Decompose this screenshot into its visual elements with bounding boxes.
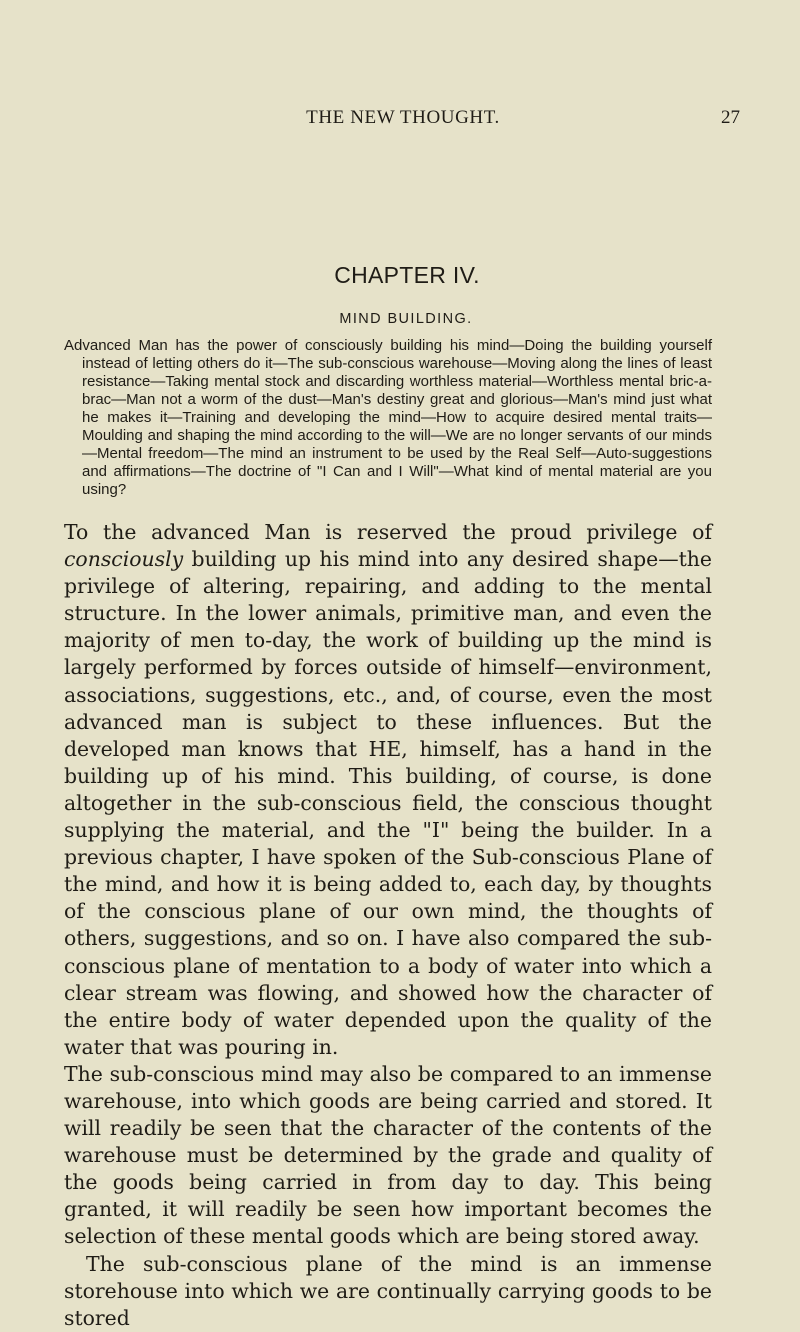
chapter-synopsis: Advanced Man has the power of consciously building his mind—Doing the building yourself instead of letting others do it—The sub-conscious warehouse—Moving along the lines of least resistance—Taking mental stock and discarding worthless material—Worthless mental bric-a-brac—Man not a worm of the dust—Man's destiny great and glorious—Man's mind just what he makes it—Training and developing the mind—How to acquire desired mental traits—Moulding and shaping the mind according to the will—We are no longer servants of our minds—Mental freedom—The mind an instrument to be used by the Real Self—Auto-suggestions and affirmations—The doctrine of "I Can and I Will"—What kind of mental material are you using? [64,337,712,498]
paragraph-1-emphasis: consciously [64,547,184,572]
paragraph-1-after: building up his mind into any desired shape—the privilege of altering, repairing, and adding to the mental structure. In the lower animals, primitive man, and even the majority of men to-day, the work of building up the mind is largely performed by forces outside of himself—environment, associations, suggestions, etc., and, of course, even the most advanced man is subject to these influences. But the developed man knows that HE, himself, has a hand in the building up of his mind. This building, of course, is done altogether in the sub-conscious field, the conscious thought supplying the material, and the "I" being the builder. In a previous chapter, I have spoken of the Sub-conscious Plane of the mind, and how it is being added to, each day, by thoughts of the conscious plane of our own mind, the thoughts of others, suggestions, and so on. I have also compared the sub-conscious plane of mentation to a body of water into which a clear stream was flowing, and showed how the character of the entire body of water depended upon the quality of the water that was pouring in. [64,547,712,1059]
paragraph-3: The sub-conscious plane of the mind is an immense storehouse into which we are continually carrying goods to be stored [64,1251,712,1330]
chapter-title: MIND BUILDING. [339,311,473,327]
paragraph-1-before: To the advanced Man is reserved the proud privilege of [64,520,712,544]
running-title: THE NEW THOUGHT. [306,107,500,128]
running-head [0,107,800,133]
body-text [64,519,712,1332]
chapter-number: CHAPTER IV. [334,262,480,288]
paragraph-1 [64,519,712,1061]
page-number: 27 [721,107,740,128]
paragraph-2: The sub-conscious mind may also be compared to an immense warehouse, into which goods are being carried and stored. It will readily be seen that the character of the contents of the warehouse must be determined by the grade and quality of the goods being carried in from day to day. This being granted, it will readily be seen how important becomes the selection of these mental goods which are being stored away. [64,1061,712,1249]
